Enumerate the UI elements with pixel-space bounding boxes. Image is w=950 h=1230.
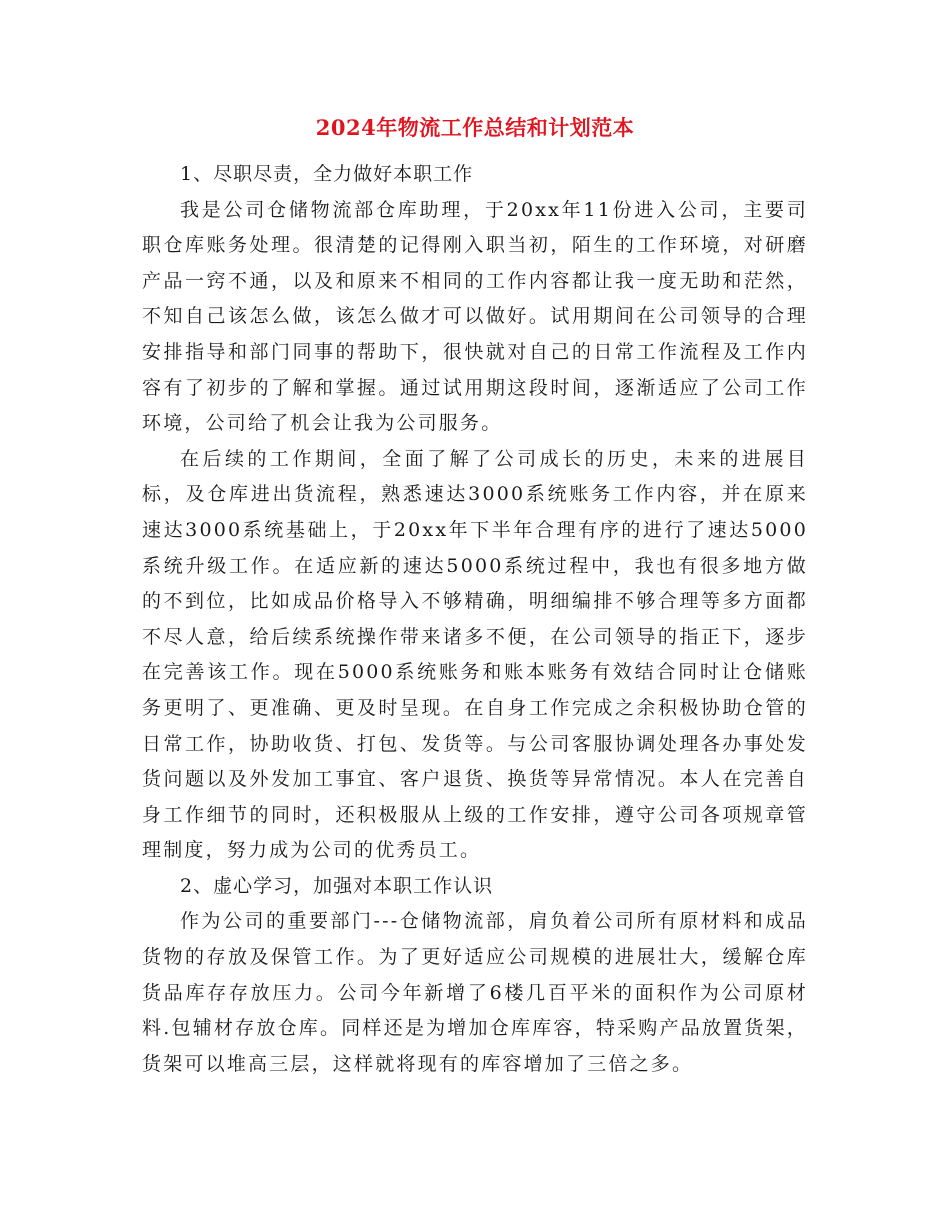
section-2 xyxy=(142,869,808,1083)
section-heading: 2、虚心学习，加强对本职工作认识 xyxy=(180,874,494,897)
document-title: 2024年物流工作总结和计划范本 xyxy=(315,115,635,140)
section-1 xyxy=(142,157,808,869)
document-body xyxy=(142,157,808,1082)
section-heading: 1、尽职尽责，全力做好本职工作 xyxy=(180,163,474,185)
paragraph: 作为公司的重要部门---仓储物流部，肩负着公司所有原材料和成品货物的存放及保管工作。为了更好适应公司规模的进展壮大，缓解仓库货品库存存放压力。公司今年新增了6楼几百平米的面积作为公司原材料.包辅材存放仓库。同样还是为增加仓库库容，特采购产品放置货架，货架可以堆高三层，这样就将现有的库容增加了三倍之多。 xyxy=(142,910,808,1075)
paragraph: 在后续的工作期间，全面了解了公司成长的历史，未来的进展目标，及仓库进出货流程，熟悉速达3000系统账务工作内容，并在原来速达3000系统基础上，于20xx年下半年合理有序的进行了速达5000系统升级工作。在适应新的速达5000系统过程中，我也有很多地方做的不到位，比如成品价格导入不够精确，明细编排不够合理等多方面都不尽人意，给后续系统操作带来诸多不便，在公司领导的指正下，逐步在完善该工作。现在5000系统账务和账本账务有效结合同时让仓储账务更明了、更准确、更及时呈现。在自身工作完成之余积极协助仓管的日常工作，协助收货、打包、发货等。与公司客服协调处理各办事处发货问题以及外发加工事宜、客户退货、换货等异常情况。本人在完善自身工作细节的同时，还积极服从上级的工作安排，遵守公司各项规章管理制度，努力成为公司的优秀员工。 xyxy=(142,447,808,862)
paragraph: 我是公司仓储物流部仓库助理，于20xx年11份进入公司，主要司职仓库账务处理。很清楚的记得刚入职当初，陌生的工作环境，对研磨产品一窍不通，以及和原来不相同的工作内容都让我一度无助和茫然，不知自己该怎么做，该怎么做才可以做好。试用期间在公司领导的合理安排指导和部门同事的帮助下，很快就对自己的日常工作流程及工作内容有了初步的了解和掌握。通过试用期这段时间，逐渐适应了公司工作环境，公司给了机会让我为公司服务。 xyxy=(142,198,808,435)
